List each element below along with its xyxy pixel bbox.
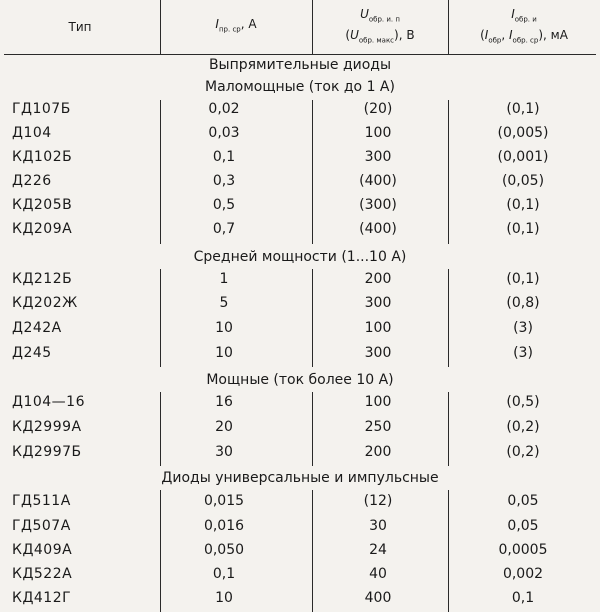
- cell-reverse-voltage: (400): [359, 173, 397, 189]
- cell-type: КД412Г: [12, 590, 72, 606]
- cell-reverse-voltage: 40: [369, 566, 387, 582]
- cell-reverse-voltage: 200: [364, 444, 392, 460]
- table-row: [0, 217, 600, 242]
- symbol-i: I: [484, 28, 489, 42]
- table-row: [0, 562, 600, 587]
- subscript: пр. ср: [218, 25, 241, 34]
- cell-reverse-current: (0,005): [497, 125, 549, 141]
- header-type: [0, 0, 160, 54]
- cell-reverse-voltage: 100: [364, 125, 392, 141]
- cell-reverse-current: (0,001): [497, 149, 549, 165]
- cell-reverse-voltage: 100: [364, 320, 392, 336]
- cell-forward-current: 10: [215, 320, 233, 336]
- table-row: [0, 440, 600, 465]
- header-reverse-voltage: [312, 0, 448, 54]
- header-reverse-voltage-line2: [345, 27, 414, 48]
- cell-forward-current: 0,015: [203, 493, 245, 509]
- cell-forward-current: 0,016: [203, 518, 245, 534]
- header-forward-current: [160, 0, 312, 54]
- section-mid-power: Средней мощности (1...10 А): [193, 249, 407, 265]
- cell-forward-current: 10: [215, 590, 233, 606]
- subscript: обр. и: [514, 15, 537, 23]
- cell-type: КД102Б: [12, 149, 73, 165]
- cell-reverse-voltage: (12): [363, 493, 393, 509]
- cell-reverse-current: (0,1): [506, 271, 540, 287]
- table-row: [0, 341, 600, 366]
- cell-forward-current: 1: [219, 271, 229, 287]
- cell-reverse-voltage: 300: [364, 345, 392, 361]
- table-row: [0, 145, 600, 170]
- symbol-i: I: [511, 6, 515, 21]
- cell-reverse-voltage: (20): [363, 101, 393, 117]
- cell-forward-current: 0,1: [212, 149, 236, 165]
- cell-reverse-current: (0,1): [506, 221, 540, 237]
- cell-forward-current: 0,3: [212, 173, 236, 189]
- cell-reverse-current: 0,0005: [498, 542, 548, 558]
- header-reverse-current: [448, 0, 600, 54]
- cell-type: КД205В: [12, 197, 73, 213]
- symbol-i: I: [215, 17, 219, 32]
- header-forward-current-label: [215, 16, 256, 37]
- cell-type: КД202Ж: [12, 295, 78, 311]
- cell-reverse-voltage: 30: [369, 518, 387, 534]
- subscript: обр: [488, 36, 502, 45]
- symbol-u: U: [350, 28, 359, 42]
- cell-reverse-voltage: 400: [364, 590, 392, 606]
- cell-reverse-current: (3): [513, 320, 533, 336]
- cell-reverse-voltage: 100: [364, 394, 392, 410]
- table-row: [0, 267, 600, 292]
- cell-forward-current: 0,02: [208, 101, 240, 117]
- cell-type: КД212Б: [12, 271, 73, 287]
- cell-reverse-voltage: (300): [359, 197, 397, 213]
- table-row: [0, 316, 600, 341]
- cell-reverse-voltage: (400): [359, 221, 397, 237]
- cell-reverse-current: (0,2): [506, 444, 540, 460]
- cell-reverse-voltage: 250: [364, 419, 392, 435]
- paren: (: [480, 28, 485, 42]
- subscript: обр. ср: [512, 36, 539, 45]
- cell-type: ГД511А: [12, 493, 71, 509]
- cell-reverse-voltage: 300: [364, 295, 392, 311]
- cell-reverse-current: (0,05): [501, 173, 545, 189]
- cell-forward-current: 0,5: [212, 197, 236, 213]
- subscript: обр. и. п: [368, 15, 400, 23]
- cell-reverse-voltage: 300: [364, 149, 392, 165]
- table-row: [0, 538, 600, 563]
- cell-type: Д226: [12, 173, 52, 189]
- cell-forward-current: 0,050: [203, 542, 245, 558]
- cell-type: КД209А: [12, 221, 73, 237]
- cell-type: ГД507А: [12, 518, 71, 534]
- cell-reverse-current: 0,05: [507, 493, 539, 509]
- table-row: [0, 193, 600, 218]
- cell-reverse-current: (0,1): [506, 101, 540, 117]
- cell-reverse-voltage: 200: [364, 271, 392, 287]
- cell-reverse-current: 0,002: [502, 566, 544, 582]
- cell-type: Д245: [12, 345, 52, 361]
- section-rectifier: Выпрямительные диоды: [208, 57, 392, 73]
- header-reverse-current-line1: [511, 6, 537, 27]
- cell-forward-current: 0,03: [208, 125, 240, 141]
- section-high-power: Мощные (ток более 10 А): [206, 372, 394, 388]
- cell-forward-current: 20: [215, 419, 233, 435]
- cell-type: Д104: [12, 125, 52, 141]
- table-row: [0, 415, 600, 440]
- cell-reverse-voltage: 24: [369, 542, 387, 558]
- symbol-u: U: [360, 6, 369, 21]
- cell-forward-current: 16: [215, 394, 233, 410]
- cell-type: Д242А: [12, 320, 62, 336]
- table-row: [0, 514, 600, 539]
- cell-reverse-current: (0,1): [506, 197, 540, 213]
- section-low-power: Маломощные (ток до 1 А): [205, 79, 395, 95]
- table-row: [0, 489, 600, 514]
- cell-reverse-current: (0,8): [506, 295, 540, 311]
- table-row: [0, 390, 600, 415]
- cell-reverse-current: (0,2): [506, 419, 540, 435]
- symbol-i: I: [509, 28, 513, 42]
- section-universal-pulse: Диоды универсальные и импульсные: [161, 470, 439, 486]
- table-row: [0, 169, 600, 194]
- paren: (: [345, 28, 351, 42]
- cell-reverse-current: 0,05: [507, 518, 539, 534]
- table-row: [0, 97, 600, 122]
- comma: ,: [501, 28, 509, 42]
- cell-forward-current: 5: [219, 295, 229, 311]
- unit: ), В: [394, 28, 415, 42]
- cell-reverse-current: (3): [513, 345, 533, 361]
- cell-type: Д104—16: [12, 394, 85, 410]
- table-row: [0, 291, 600, 316]
- unit: ), мА: [538, 28, 568, 42]
- cell-forward-current: 0,1: [212, 566, 236, 582]
- header-reverse-voltage-line1: [360, 6, 400, 27]
- header-type-label: Тип: [68, 20, 92, 34]
- cell-type: КД522А: [12, 566, 73, 582]
- subscript: обр. макс: [358, 36, 395, 45]
- unit: , А: [240, 17, 257, 32]
- header-reverse-current-line2: [480, 27, 568, 48]
- cell-reverse-current: (0,5): [506, 394, 540, 410]
- cell-forward-current: 30: [215, 444, 233, 460]
- cell-forward-current: 0,7: [212, 221, 236, 237]
- cell-type: КД2997Б: [12, 444, 82, 460]
- cell-reverse-current: 0,1: [511, 590, 535, 606]
- table-row: [0, 586, 600, 611]
- cell-forward-current: 10: [215, 345, 233, 361]
- cell-type: КД2999А: [12, 419, 82, 435]
- table-row: [0, 121, 600, 146]
- cell-type: КД409А: [12, 542, 73, 558]
- cell-type: ГД107Б: [12, 101, 71, 117]
